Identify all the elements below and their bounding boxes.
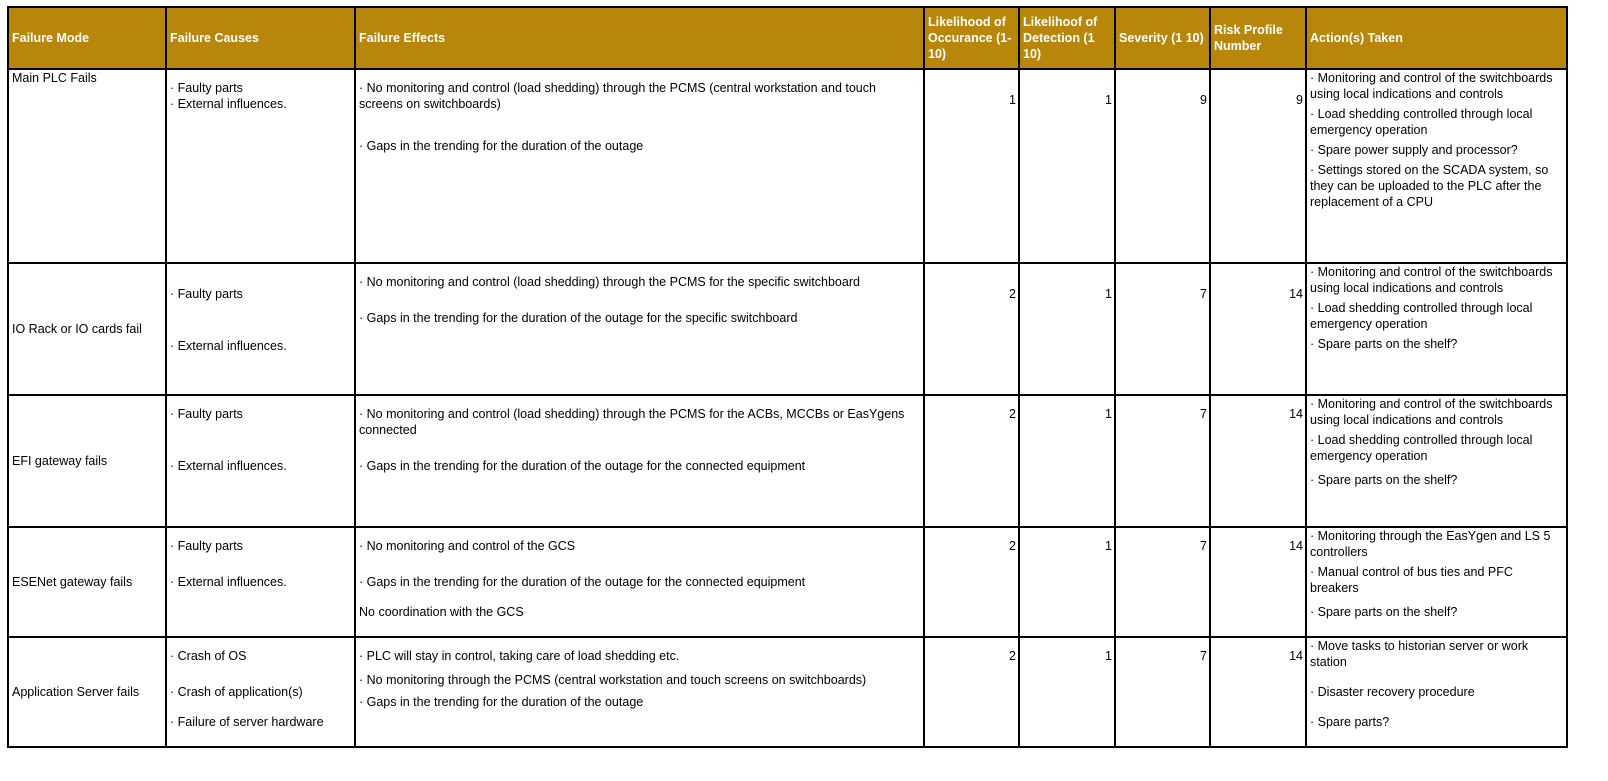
failure-mode-cell: IO Rack or IO cards fail xyxy=(8,263,166,395)
actions-cell xyxy=(1306,527,1567,637)
occurrence-cell xyxy=(924,637,1019,747)
action-item: · Settings stored on the SCADA system, so they can be uploaded to the PLC after the replacement of a CPU xyxy=(1310,163,1549,209)
occurrence-value: 2 xyxy=(1009,649,1016,663)
failure-mode-cell: EFI gateway fails xyxy=(8,395,166,527)
failure-effects-cell xyxy=(355,527,924,637)
cause-item: · Crash of OS xyxy=(170,649,247,663)
detection-value: 1 xyxy=(1105,649,1112,663)
occurrence-value: 2 xyxy=(1009,539,1016,553)
cause-item: · Faulty parts xyxy=(170,407,243,421)
rpn-value: 9 xyxy=(1296,93,1303,107)
detection-cell xyxy=(1019,395,1115,527)
effect-item: · Gaps in the trending for the duration of the outage for the connected equipment xyxy=(359,459,806,473)
cause-item: · Faulty parts xyxy=(170,287,243,301)
severity-cell xyxy=(1115,69,1210,263)
failure-effects-cell xyxy=(355,637,924,747)
action-item: · Monitoring and control of the switchboards using local indications and controls xyxy=(1310,397,1553,427)
occurrence-value: 2 xyxy=(1009,287,1016,301)
cause-item: · Faulty parts xyxy=(170,81,243,95)
effect-item: · No monitoring and control (load shedding) through the PCMS (central workstation and touch screens on switchboards) xyxy=(359,81,876,111)
severity-value: 7 xyxy=(1200,649,1207,663)
table-row xyxy=(8,637,1567,747)
effect-item: · No monitoring and control (load shedding) through the PCMS for the ACBs, MCCBs or EasYgens connected xyxy=(359,407,905,437)
action-item: · Monitoring and control of the switchboards using local indications and controls xyxy=(1310,71,1553,101)
actions-cell xyxy=(1306,69,1567,263)
action-item: · Load shedding controlled through local emergency operation xyxy=(1310,107,1533,137)
action-item: · Spare power supply and processor? xyxy=(1310,143,1518,157)
severity-value: 7 xyxy=(1200,407,1207,421)
header-failure-effects: Failure Effects xyxy=(355,7,924,69)
effect-item: · Gaps in the trending for the duration of the outage for the specific switchboard xyxy=(359,311,798,325)
header-row xyxy=(8,7,1567,69)
severity-cell xyxy=(1115,263,1210,395)
detection-value: 1 xyxy=(1105,539,1112,553)
action-item: · Spare parts on the shelf? xyxy=(1310,473,1458,487)
header-failure-causes: Failure Causes xyxy=(166,7,355,69)
action-item: · Spare parts? xyxy=(1310,715,1390,729)
cause-item: · External influences. xyxy=(170,575,287,589)
detection-value: 1 xyxy=(1105,287,1112,301)
severity-cell xyxy=(1115,637,1210,747)
actions-cell xyxy=(1306,395,1567,527)
cause-item: · Faulty parts xyxy=(170,539,243,553)
detection-value: 1 xyxy=(1105,93,1112,107)
detection-cell xyxy=(1019,69,1115,263)
cause-item: · Failure of server hardware xyxy=(170,715,324,729)
rpn-value: 14 xyxy=(1289,407,1303,421)
severity-value: 9 xyxy=(1200,93,1207,107)
rpn-cell xyxy=(1210,395,1306,527)
effect-item: · Gaps in the trending for the duration of the outage for the connected equipment xyxy=(359,575,806,589)
effect-item: · Gaps in the trending for the duration of the outage xyxy=(359,695,644,709)
failure-mode-cell: Application Server fails xyxy=(8,637,166,747)
actions-cell xyxy=(1306,263,1567,395)
occurrence-cell xyxy=(924,395,1019,527)
fmea-table xyxy=(7,6,1568,748)
table-row xyxy=(8,263,1567,395)
failure-mode-cell: ESENet gateway fails xyxy=(8,527,166,637)
action-item: · Disaster recovery procedure xyxy=(1310,685,1475,699)
action-item: · Spare parts on the shelf? xyxy=(1310,605,1458,619)
header-likelihood-occurrence: Likelihood of Occurance (1-10) xyxy=(924,7,1019,69)
rpn-value: 14 xyxy=(1289,649,1303,663)
failure-effects-cell xyxy=(355,263,924,395)
rpn-value: 14 xyxy=(1289,287,1303,301)
occurrence-value: 1 xyxy=(1009,93,1016,107)
rpn-cell xyxy=(1210,69,1306,263)
action-item: · Move tasks to historian server or work station xyxy=(1310,639,1529,669)
cause-item: · External influences. xyxy=(170,97,287,111)
cause-item: · External influences. xyxy=(170,459,287,473)
failure-effects-cell xyxy=(355,69,924,263)
failure-effects-cell xyxy=(355,395,924,527)
table-row xyxy=(8,69,1567,263)
action-item: · Monitoring and control of the switchboards using local indications and controls xyxy=(1310,265,1553,295)
failure-causes-cell xyxy=(166,395,355,527)
rpn-cell xyxy=(1210,263,1306,395)
cause-item: · External influences. xyxy=(170,339,287,353)
occurrence-cell xyxy=(924,527,1019,637)
action-item: · Manual control of bus ties and PFC breakers xyxy=(1310,565,1513,595)
actions-cell xyxy=(1306,637,1567,747)
effect-item: · PLC will stay in control, taking care of load shedding etc. xyxy=(359,649,680,663)
severity-cell xyxy=(1115,527,1210,637)
action-item: · Load shedding controlled through local emergency operation xyxy=(1310,301,1533,331)
severity-value: 7 xyxy=(1200,287,1207,301)
rpn-value: 14 xyxy=(1289,539,1303,553)
table-row xyxy=(8,395,1567,527)
failure-causes-cell xyxy=(166,637,355,747)
effect-item: · No monitoring and control of the GCS xyxy=(359,539,576,553)
failure-causes-cell xyxy=(166,527,355,637)
action-item: · Spare parts on the shelf? xyxy=(1310,337,1458,351)
cause-item: · Crash of application(s) xyxy=(170,685,303,699)
table-row xyxy=(8,527,1567,637)
action-item: · Load shedding controlled through local emergency operation xyxy=(1310,433,1533,463)
header-risk-profile-number: Risk Profile Number xyxy=(1210,7,1306,69)
header-failure-mode: Failure Mode xyxy=(8,7,166,69)
action-item: · Monitoring through the EasYgen and LS 5 controllers xyxy=(1310,529,1551,559)
occurrence-cell xyxy=(924,263,1019,395)
detection-cell xyxy=(1019,263,1115,395)
detection-value: 1 xyxy=(1105,407,1112,421)
occurrence-cell xyxy=(924,69,1019,263)
rpn-cell xyxy=(1210,527,1306,637)
occurrence-value: 2 xyxy=(1009,407,1016,421)
rpn-cell xyxy=(1210,637,1306,747)
header-likelihood-detection: Likelihoof of Detection (1 10) xyxy=(1019,7,1115,69)
failure-causes-cell xyxy=(166,263,355,395)
detection-cell xyxy=(1019,527,1115,637)
effect-item: · No monitoring through the PCMS (central workstation and touch screens on switchboards) xyxy=(359,673,867,687)
effect-item: No coordination with the GCS xyxy=(359,605,524,619)
detection-cell xyxy=(1019,637,1115,747)
effect-item: · No monitoring and control (load shedding) through the PCMS for the specific switchboard xyxy=(359,275,860,289)
severity-cell xyxy=(1115,395,1210,527)
failure-mode-cell: Main PLC Fails xyxy=(8,69,166,263)
header-severity: Severity (1 10) xyxy=(1115,7,1210,69)
effect-item: · Gaps in the trending for the duration of the outage xyxy=(359,139,644,153)
severity-value: 7 xyxy=(1200,539,1207,553)
failure-causes-cell xyxy=(166,69,355,263)
header-actions-taken: Action(s) Taken xyxy=(1306,7,1567,69)
